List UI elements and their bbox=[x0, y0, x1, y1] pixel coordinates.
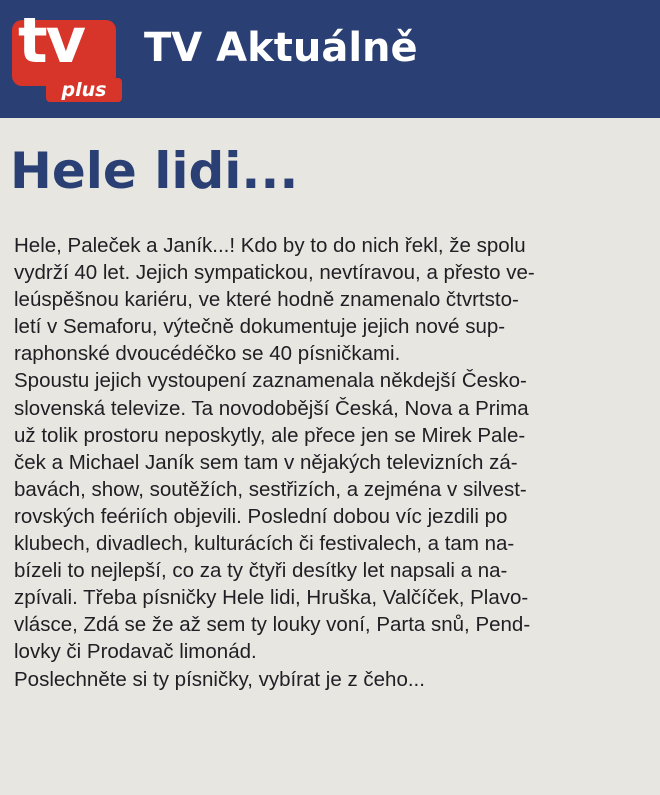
article-line: vlásce, Zdá se že až sem ty louky voní, Parta snů, Pend- bbox=[14, 613, 531, 637]
section-title: TV Aktuálně bbox=[144, 25, 418, 71]
article-line: vydrží 40 let. Jejich sympatickou, nevtíravou, a přesto ve- bbox=[14, 261, 535, 285]
article-line: klubech, divadlech, kulturácích či festivalech, a tam na- bbox=[14, 532, 515, 556]
logo-plus-text: plus bbox=[61, 79, 107, 101]
article-line: už tolik prostoru neposkytly, ale přece jen se Mirek Pale- bbox=[14, 423, 526, 447]
tv-plus-logo bbox=[12, 4, 122, 104]
article-line: lovky či Prodavač limonád. bbox=[14, 640, 257, 664]
article-line: Poslechněte si ty písničky, vybírat je z čeho... bbox=[14, 667, 425, 691]
article-line: letí v Semaforu, výtečně dokumentuje jejich nové sup- bbox=[14, 315, 506, 339]
article-line: Spoustu jejich vystoupení zaznamenala někdejší Česko- bbox=[14, 369, 527, 393]
article-line: bízeli to nejlepší, co za ty čtyři desítky let napsali a na- bbox=[14, 559, 508, 583]
article-line: bavách, show, soutěžích, sestřizích, a zejména v silvest- bbox=[14, 477, 527, 501]
article-line: slovenská televize. Ta novodobější Česká, Nova a Prima bbox=[14, 396, 529, 420]
article-line: raphonské dvoucédéčko se 40 písničkami. bbox=[14, 342, 401, 366]
article-line: zpívali. Třeba písničky Hele lidi, Hruška, Valčíček, Plavo- bbox=[14, 586, 529, 610]
logo-tv-text: tv bbox=[18, 4, 85, 77]
article-body bbox=[14, 232, 654, 693]
article-headline: Hele lidi... bbox=[10, 142, 299, 200]
article-line: Hele, Paleček a Janík...! Kdo by to do nich řekl, že spolu bbox=[14, 234, 526, 257]
header-banner bbox=[0, 0, 660, 118]
article-line: leúspěšnou kariéru, ve které hodně znamenalo čtvrtsto- bbox=[14, 288, 519, 312]
logo-plus-box bbox=[46, 78, 122, 102]
article-line: rovských feériích objevili. Poslední dobou víc jezdili po bbox=[14, 504, 508, 528]
article-line: ček a Michael Janík sem tam v nějakých televizních zá- bbox=[14, 450, 518, 474]
